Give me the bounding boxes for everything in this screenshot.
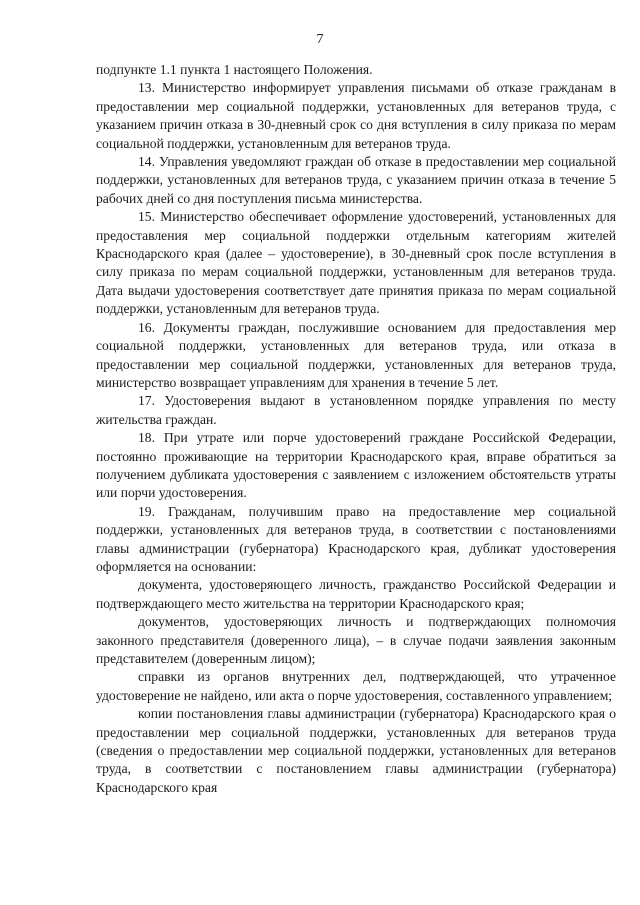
list-item-police-certificate: справки из органов внутренних дел, подтверждающей, что утраченное удостоверение не найдено, или акта о порче удостоверения, составленного управлением; bbox=[96, 669, 616, 703]
list-item-representative-documents: документов, удостоверяющих личность и подтверждающих полномочия законного представителя (доверенного лица), – в случае подачи заявления законным представителем (доверенным лицом); bbox=[96, 614, 616, 666]
paragraph-13: 13. Министерство информирует управления письмами об отказе гражданам в предоставлении мер социальной поддержки, установленных для ветеранов труда, с указанием причин отказа в 30-дневный срок со дня вступления в силу приказа по мерам социальной поддержки, установленным для ветеранов труда. bbox=[96, 80, 616, 151]
paragraph-15: 15. Министерство обеспечивает оформление удостоверений, установленных для предоставления мер социальной поддержки отдельным категориям жителей Краснодарского края (далее – удостоверение), в 30-дневный срок после вступления в силу приказа по мерам социальной поддержки, установленным для ветеранов труда. Дата выдачи удостоверения соответствует дате принятия приказа по мерам социальной поддержки, установленным для ветеранов труда. bbox=[96, 209, 616, 317]
paragraph-18: 18. При утрате или порче удостоверений граждане Российской Федерации, постоянно проживающие на территории Краснодарского края, вправе обратиться за получением дубликата удостоверения с заявлением с изложением обстоятельств утраты или порчи удостоверения. bbox=[96, 430, 616, 501]
list-item-identity-document: документа, удостоверяющего личность, гражданство Российской Федерации и подтверждающего место жительства на территории Краснодарского края; bbox=[96, 577, 616, 611]
paragraph-continuation: подпункте 1.1 пункта 1 настоящего Положения. bbox=[96, 62, 373, 77]
paragraph-19: 19. Гражданам, получившим право на предоставление мер социальной поддержки, установленных для ветеранов труда, в соответствии с постановлениями главы администрации (губернатора) Краснодарского края, дубликат удостоверения оформляется на основании: bbox=[96, 503, 616, 574]
paragraph-16: 16. Документы граждан, послужившие основанием для предоставления мер социальной поддержки, установленных для ветеранов труда, или отказа в предоставлении мер социальной поддержки, установленных для ветеранов труда, министерство возвращает управлениям для хранения в течение 5 лет. bbox=[96, 319, 616, 390]
paragraph-17: 17. Удостоверения выдают в установленном порядке управления по месту жительства граждан. bbox=[96, 393, 616, 427]
paragraph-14: 14. Управления уведомляют граждан об отказе в предоставлении мер социальной поддержки, установленных для ветеранов труда, с указанием причин отказа в течение 5 рабочих дней со дня поступления письма министерства. bbox=[96, 154, 616, 206]
list-item-resolution-copy: копии постановления главы администрации (губернатора) Краснодарского края о предоставлении мер социальной поддержки, установленных для ветеранов труда (сведения о предоставлении мер социальной поддержки, установленных для ветеранов труда, в соответствии с постановлением главы администрации (губернатора) Краснодарского края bbox=[96, 706, 616, 795]
page-number: 7 bbox=[316, 32, 324, 47]
document-body bbox=[96, 61, 616, 797]
